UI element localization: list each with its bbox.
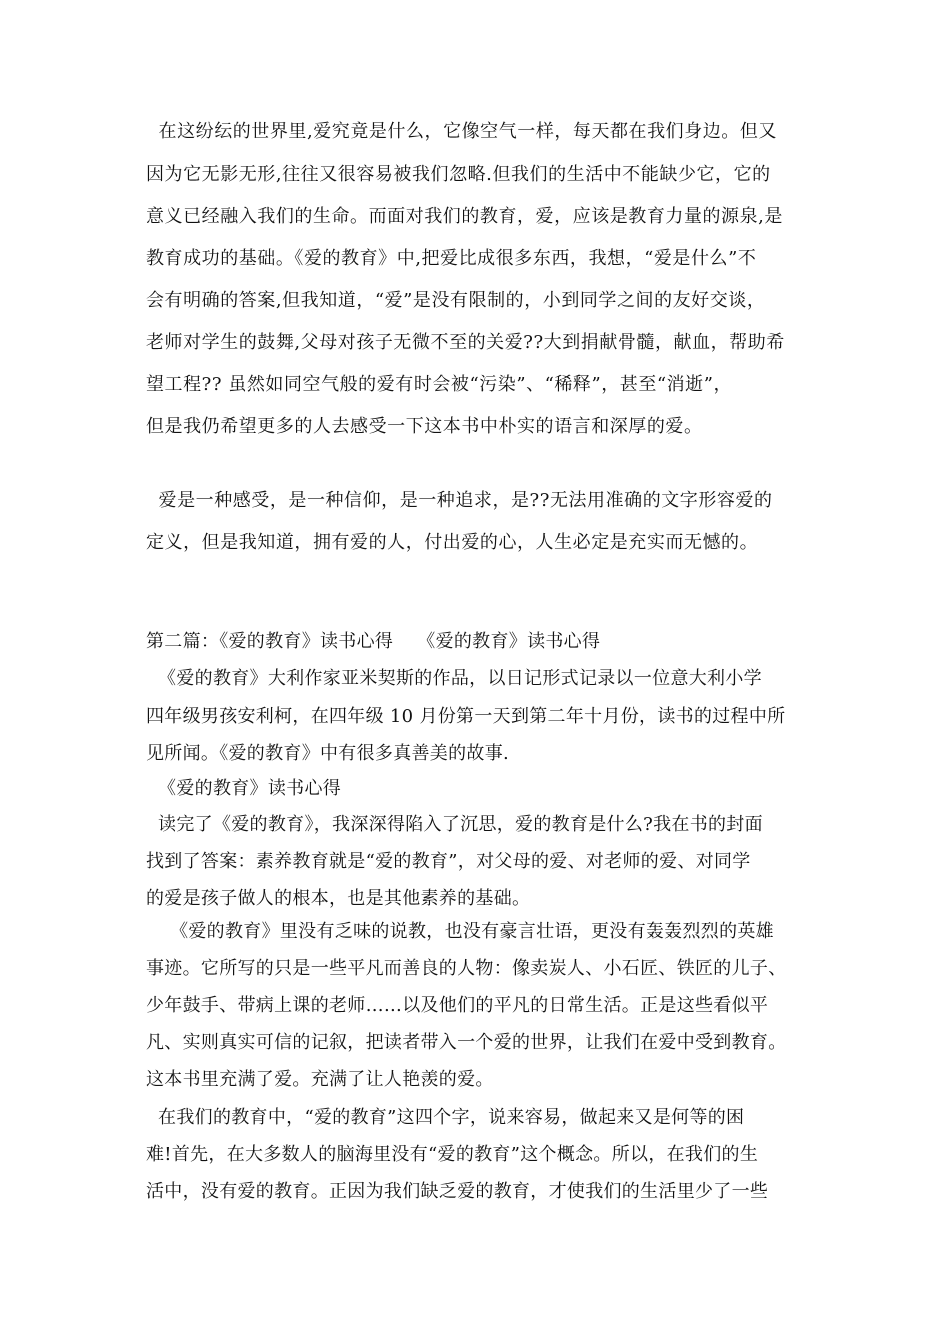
text-line: 凡、实则真实可信的记叙，把读者带入一个爱的世界，让我们在爱中受到教育。 xyxy=(146,1032,787,1053)
text-line: 但是我仍希望更多的人去感受一下这本书中朴实的语言和深厚的爱。 xyxy=(146,416,703,437)
text-line: 《爱的教育》大利作家亚米契斯的作品，以日记形式记录以一位意大利小学 xyxy=(146,668,762,689)
text-line: 定义，但是我知道，拥有爱的人，付出爱的心，人生必定是充实而无憾的。 xyxy=(146,532,759,553)
text-line: 《爱的教育》里没有乏味的说教，也没有豪言壮语，更没有轰轰烈烈的英雄 xyxy=(146,921,774,942)
text-line: 在我们的教育中，“爱的教育”这四个字，说来容易，做起来又是何等的困 xyxy=(146,1107,745,1128)
text-line: 少年鼓手、带病上课的老师……以及他们的平凡的日常生活。正是这些看似平 xyxy=(146,995,769,1016)
text-line: 活中，没有爱的教育。正因为我们缺乏爱的教育，才使我们的生活里少了一些 xyxy=(146,1181,769,1202)
sub-heading: 《爱的教育》读书心得 xyxy=(146,778,342,799)
text-line: 在这纷纭的世界里,爱究竟是什么，它像空气一样，每天都在我们身边。但又 xyxy=(146,121,777,142)
text-line: 老师对学生的鼓舞,父母对孩子无微不至的关爱??大到捐献骨髓，献血，帮助希 xyxy=(146,332,785,353)
text-line: 四年级男孩安利柯，在四年级 10 月份第一天到第二年十月份，读书的过程中所 xyxy=(146,706,786,727)
section-heading: 第二篇：《爱的教育》读书心得 《爱的教育》读书心得 xyxy=(146,631,601,652)
text-line: 这本书里充满了爱。充满了让人艳羡的爱。 xyxy=(146,1069,494,1090)
text-line: 望工程?? 虽然如同空气般的爱有时会被“污染”、“稀释”，甚至“消逝”， xyxy=(146,374,733,395)
text-line: 因为它无影无形,往往又很容易被我们忽略.但我们的生活中不能缺少它，它的 xyxy=(146,164,771,185)
text-line: 会有明确的答案,但我知道，“爱”是没有限制的，小到同学之间的友好交谈， xyxy=(146,290,766,311)
text-line: 找到了答案：素养教育就是“爱的教育”，对父母的爱、对老师的爱、对同学 xyxy=(146,851,751,872)
text-line: 爱是一种感受，是一种信仰，是一种追求，是??无法用准确的文字形容爱的 xyxy=(146,490,773,511)
text-line: 教育成功的基础。《爱的教育》中,把爱比成很多东西，我想，“爱是什么”不 xyxy=(146,248,757,269)
text-line: 意义已经融入我们的生命。而面对我们的教育，爱，应该是教育力量的源泉,是 xyxy=(146,206,783,227)
text-line: 读完了《爱的教育》，我深深得陷入了沉思，爱的教育是什么?我在书的封面 xyxy=(146,814,763,835)
text-line: 难!首先，在大多数人的脑海里没有“爱的教育”这个概念。所以，在我们的生 xyxy=(146,1144,759,1165)
text-line: 事迹。它所写的只是一些平凡而善良的人物：像卖炭人、小石匠、铁匠的儿子、 xyxy=(146,958,787,979)
text-line: 的爱是孩子做人的根本，也是其他素养的基础。 xyxy=(146,888,531,909)
text-line: 见所闻。《爱的教育》中有很多真善美的故事. xyxy=(146,743,510,764)
